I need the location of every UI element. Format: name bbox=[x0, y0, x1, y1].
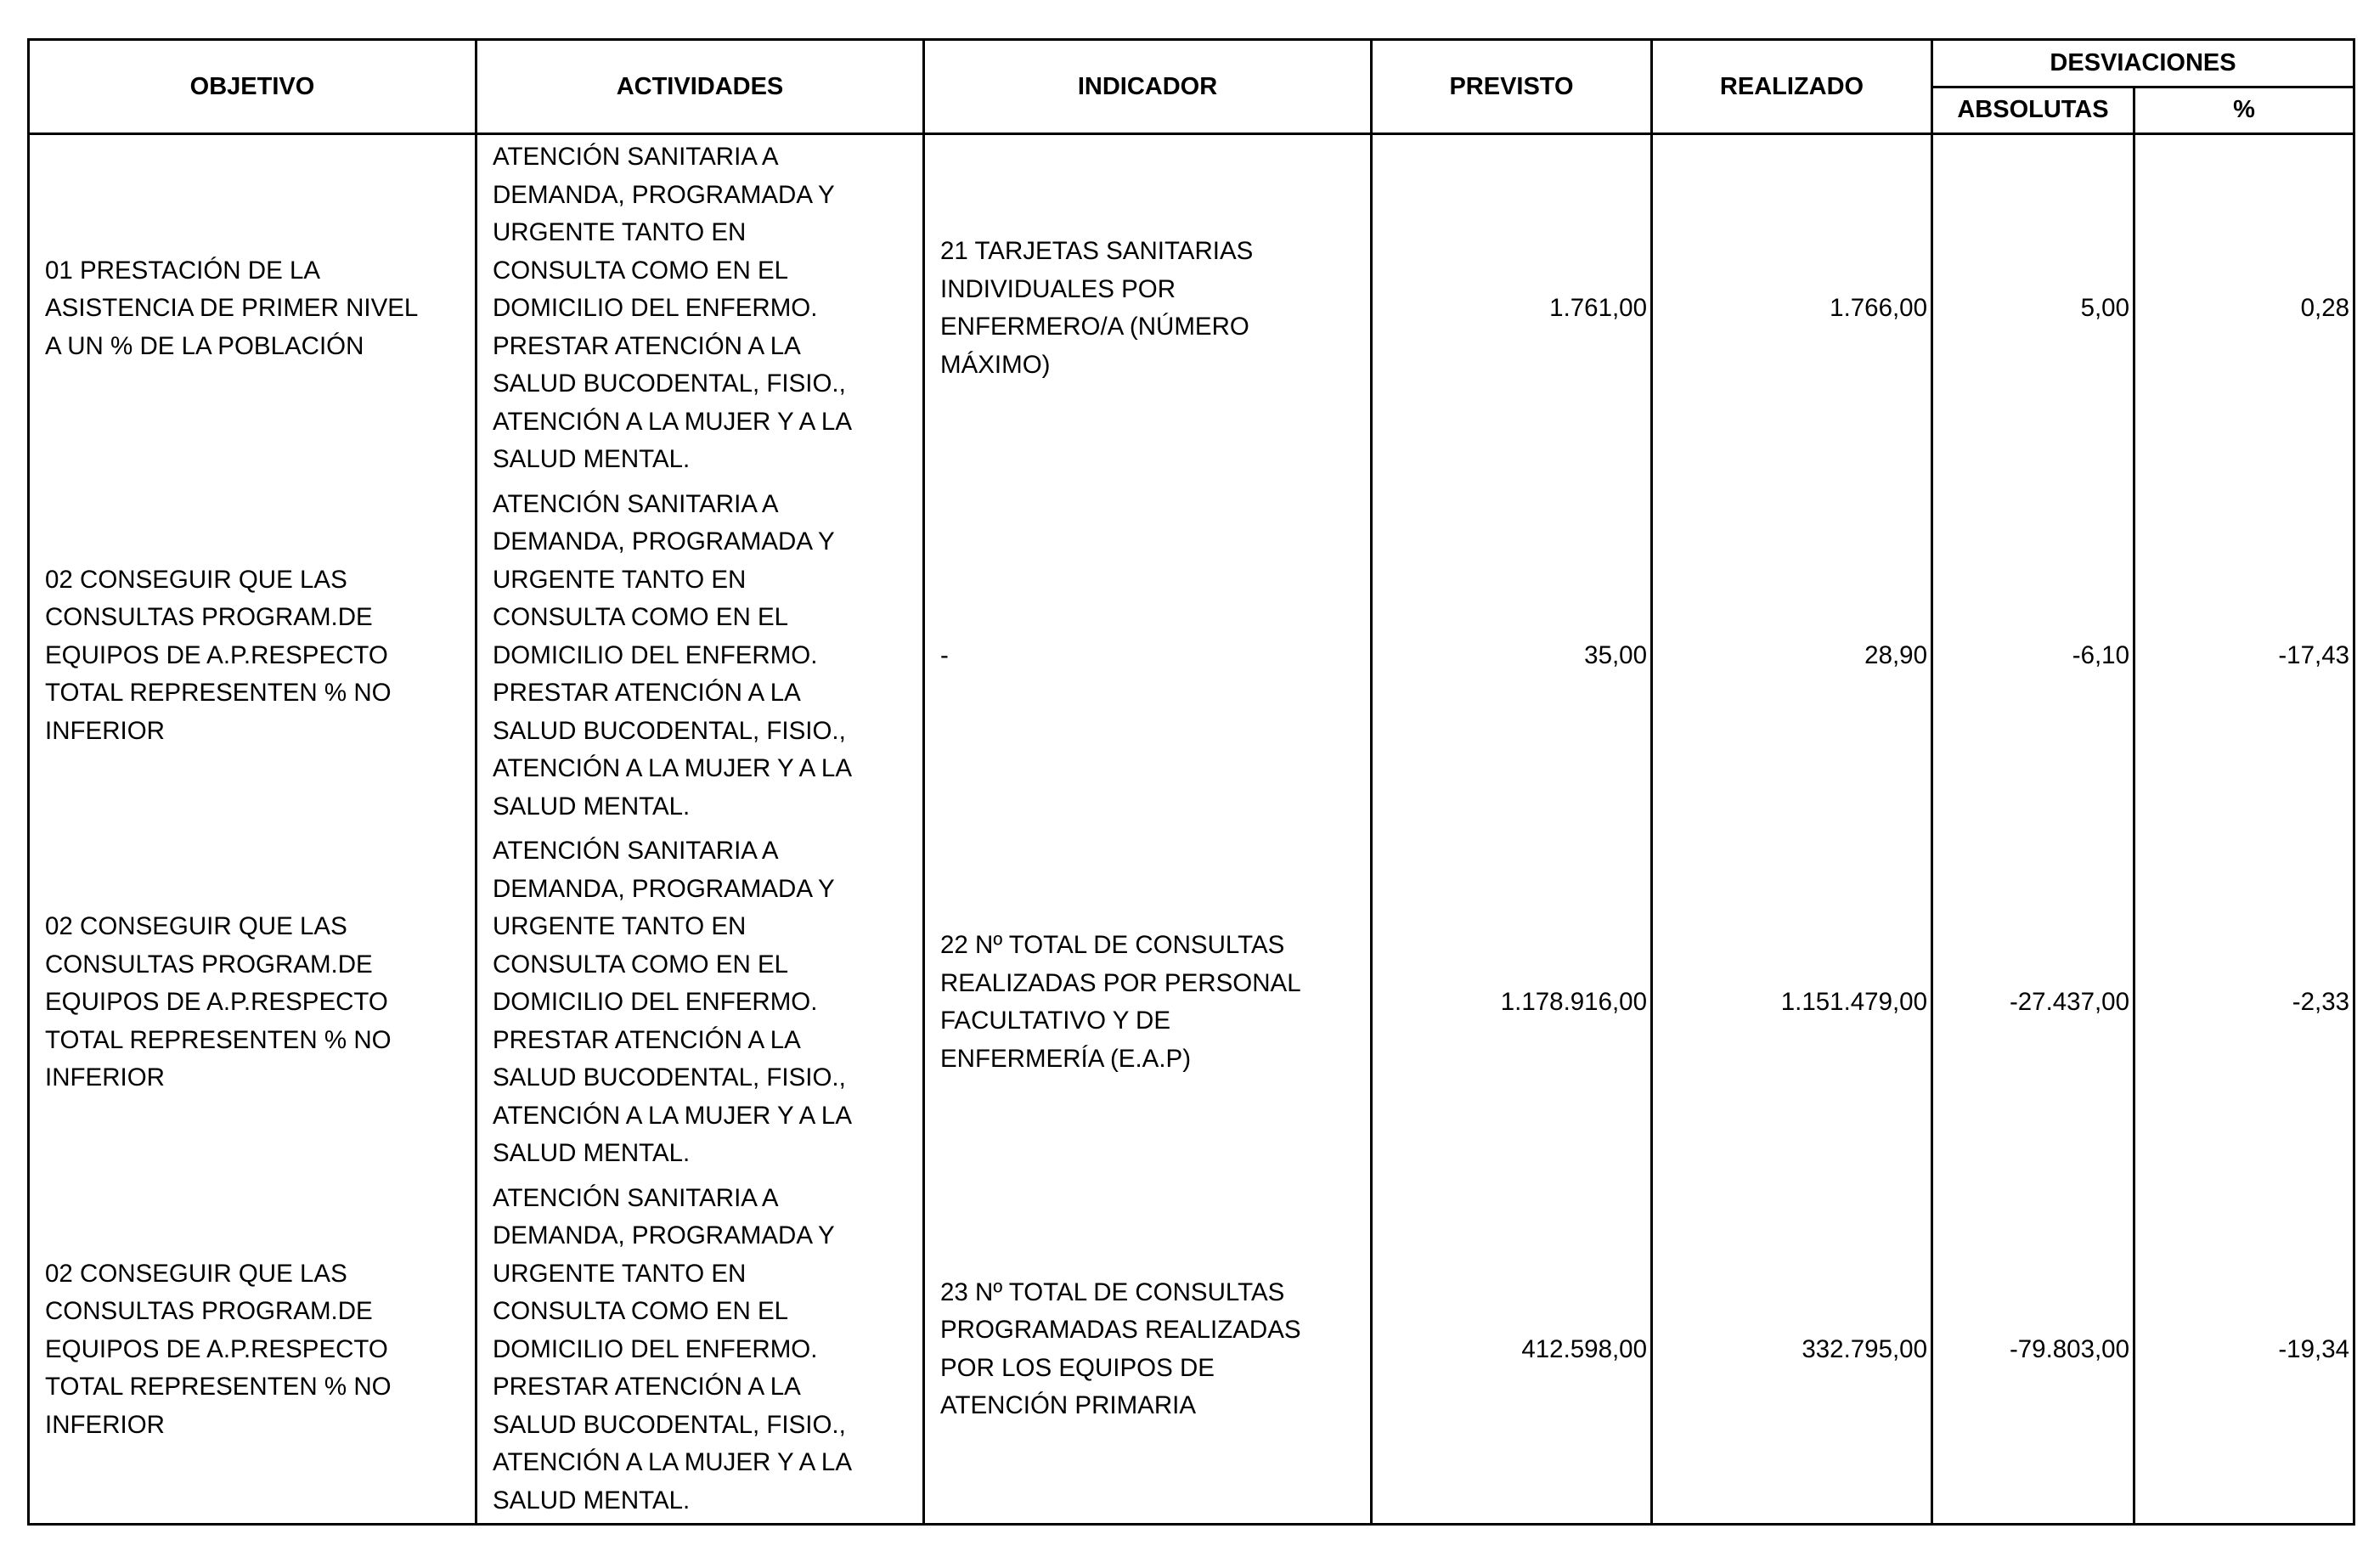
cell-line: INDIVIDUALES POR bbox=[940, 274, 1176, 303]
cell-line: 21 TARJETAS SANITARIAS bbox=[940, 237, 1254, 266]
cell-realizado: 1.766,00 bbox=[1652, 134, 1932, 482]
cell-line: SALUD MENTAL. bbox=[493, 445, 691, 473]
cell-line: DEMANDA, PROGRAMADA Y bbox=[493, 874, 835, 903]
cell-line: - bbox=[940, 640, 949, 669]
cell-line: EQUIPOS DE A.P.RESPECTO bbox=[45, 988, 388, 1016]
cell-line: CONSULTA COMO EN EL bbox=[493, 256, 789, 285]
cell-line: DOMICILIO DEL ENFERMO. bbox=[493, 1334, 818, 1363]
cell-indicador bbox=[924, 482, 1372, 830]
header-previsto: PREVISTO bbox=[1372, 40, 1652, 134]
cell-realizado: 28,90 bbox=[1652, 482, 1932, 830]
table-header bbox=[29, 40, 2354, 134]
cell-line: 23 Nº TOTAL DE CONSULTAS bbox=[940, 1278, 1285, 1306]
cell-porcentaje: 0,28 bbox=[2134, 134, 2354, 482]
cell-line: EQUIPOS DE A.P.RESPECTO bbox=[45, 640, 388, 669]
cell-indicador bbox=[924, 1176, 1372, 1525]
cell-line: PRESTAR ATENCIÓN A LA bbox=[493, 679, 801, 707]
cell-line: CONSULTA COMO EN EL bbox=[493, 1297, 789, 1325]
cell-indicador bbox=[924, 134, 1372, 482]
cell-line: SALUD BUCODENTAL, FISIO., bbox=[493, 1063, 846, 1091]
cell-line: URGENTE TANTO EN bbox=[493, 912, 747, 940]
cell-line: SALUD MENTAL. bbox=[493, 1486, 691, 1514]
cell-line: CONSULTAS PROGRAM.DE bbox=[45, 603, 373, 631]
cell-porcentaje: -19,34 bbox=[2134, 1176, 2354, 1525]
cell-line: SALUD BUCODENTAL, FISIO., bbox=[493, 1410, 846, 1439]
cell-line: ENFERMERO/A (NÚMERO bbox=[940, 313, 1249, 341]
header-desviaciones: DESVIACIONES bbox=[1932, 40, 2354, 87]
cell-line: DEMANDA, PROGRAMADA Y bbox=[493, 180, 835, 209]
cell-realizado: 332.795,00 bbox=[1652, 1176, 1932, 1525]
cell-line: PROGRAMADAS REALIZADAS bbox=[940, 1316, 1301, 1345]
cell-line: ATENCIÓN SANITARIA A bbox=[493, 837, 779, 865]
cell-line: URGENTE TANTO EN bbox=[493, 218, 747, 246]
header-objetivo: OBJETIVO bbox=[29, 40, 476, 134]
cell-line: 02 CONSEGUIR QUE LAS bbox=[45, 1259, 347, 1288]
header-actividades: ACTIVIDADES bbox=[476, 40, 924, 134]
cell-line: POR LOS EQUIPOS DE bbox=[940, 1353, 1215, 1382]
cell-line: 02 CONSEGUIR QUE LAS bbox=[45, 912, 347, 940]
cell-objetivo bbox=[29, 134, 476, 482]
objectives-table bbox=[27, 38, 2355, 1526]
cell-actividades bbox=[476, 482, 924, 830]
cell-line: SALUD MENTAL. bbox=[493, 1139, 691, 1167]
cell-absolutas: 5,00 bbox=[1932, 134, 2134, 482]
cell-line: ENFERMERÍA (E.A.P) bbox=[940, 1044, 1192, 1073]
cell-line: PRESTAR ATENCIÓN A LA bbox=[493, 1025, 801, 1054]
table-row bbox=[29, 1176, 2354, 1525]
cell-absolutas: -27.437,00 bbox=[1932, 829, 2134, 1176]
cell-line: TOTAL REPRESENTEN % NO bbox=[45, 679, 392, 707]
cell-line: ATENCIÓN A LA MUJER Y A LA bbox=[493, 1448, 853, 1476]
table-body bbox=[29, 134, 2354, 1525]
cell-line: SALUD BUCODENTAL, FISIO., bbox=[493, 369, 846, 398]
cell-line: CONSULTAS PROGRAM.DE bbox=[45, 1297, 373, 1325]
cell-line: SALUD MENTAL. bbox=[493, 792, 691, 821]
report-table-container bbox=[27, 38, 2353, 1526]
cell-indicador bbox=[924, 829, 1372, 1176]
header-indicador: INDICADOR bbox=[924, 40, 1372, 134]
cell-line: A UN % DE LA POBLACIÓN bbox=[45, 331, 364, 360]
cell-line: ATENCIÓN PRIMARIA bbox=[940, 1391, 1197, 1420]
header-absolutas: ABSOLUTAS bbox=[1932, 87, 2134, 134]
cell-porcentaje: -17,43 bbox=[2134, 482, 2354, 830]
cell-line: CONSULTA COMO EN EL bbox=[493, 603, 789, 631]
cell-line: DEMANDA, PROGRAMADA Y bbox=[493, 527, 835, 556]
cell-line: URGENTE TANTO EN bbox=[493, 1259, 747, 1288]
cell-line: ATENCIÓN A LA MUJER Y A LA bbox=[493, 407, 853, 436]
cell-line: ATENCIÓN SANITARIA A bbox=[493, 1183, 779, 1212]
cell-line: DOMICILIO DEL ENFERMO. bbox=[493, 988, 818, 1016]
cell-line: DOMICILIO DEL ENFERMO. bbox=[493, 640, 818, 669]
cell-objetivo bbox=[29, 482, 476, 830]
cell-line: ATENCIÓN A LA MUJER Y A LA bbox=[493, 754, 853, 782]
cell-line: 01 PRESTACIÓN DE LA bbox=[45, 256, 321, 285]
cell-line: REALIZADAS POR PERSONAL bbox=[940, 968, 1301, 997]
cell-line: ASISTENCIA DE PRIMER NIVEL bbox=[45, 294, 419, 322]
cell-line: FACULTATIVO Y DE bbox=[940, 1007, 1171, 1035]
cell-previsto: 1.761,00 bbox=[1372, 134, 1652, 482]
cell-porcentaje: -2,33 bbox=[2134, 829, 2354, 1176]
cell-actividades bbox=[476, 1176, 924, 1525]
cell-line: ATENCIÓN SANITARIA A bbox=[493, 143, 779, 171]
cell-line: TOTAL REPRESENTEN % NO bbox=[45, 1373, 392, 1401]
cell-line: CONSULTAS PROGRAM.DE bbox=[45, 950, 373, 979]
cell-absolutas: -79.803,00 bbox=[1932, 1176, 2134, 1525]
cell-realizado: 1.151.479,00 bbox=[1652, 829, 1932, 1176]
cell-previsto: 1.178.916,00 bbox=[1372, 829, 1652, 1176]
cell-objetivo bbox=[29, 1176, 476, 1525]
header-porcentaje: % bbox=[2134, 87, 2354, 134]
cell-line: INFERIOR bbox=[45, 716, 165, 745]
cell-actividades bbox=[476, 829, 924, 1176]
cell-line: INFERIOR bbox=[45, 1063, 165, 1091]
cell-line: 02 CONSEGUIR QUE LAS bbox=[45, 565, 347, 594]
cell-line: DOMICILIO DEL ENFERMO. bbox=[493, 294, 818, 322]
table-row bbox=[29, 134, 2354, 482]
table-row bbox=[29, 829, 2354, 1176]
cell-line: PRESTAR ATENCIÓN A LA bbox=[493, 331, 801, 360]
cell-line: ATENCIÓN SANITARIA A bbox=[493, 489, 779, 518]
cell-absolutas: -6,10 bbox=[1932, 482, 2134, 830]
header-realizado: REALIZADO bbox=[1652, 40, 1932, 134]
cell-line: ATENCIÓN A LA MUJER Y A LA bbox=[493, 1101, 853, 1130]
cell-line: TOTAL REPRESENTEN % NO bbox=[45, 1025, 392, 1054]
cell-previsto: 35,00 bbox=[1372, 482, 1652, 830]
cell-line: URGENTE TANTO EN bbox=[493, 565, 747, 594]
cell-line: MÁXIMO) bbox=[940, 350, 1051, 379]
cell-line: DEMANDA, PROGRAMADA Y bbox=[493, 1221, 835, 1249]
cell-line: CONSULTA COMO EN EL bbox=[493, 950, 789, 979]
cell-objetivo bbox=[29, 829, 476, 1176]
cell-actividades bbox=[476, 134, 924, 482]
cell-line: EQUIPOS DE A.P.RESPECTO bbox=[45, 1334, 388, 1363]
cell-line: PRESTAR ATENCIÓN A LA bbox=[493, 1373, 801, 1401]
cell-line: 22 Nº TOTAL DE CONSULTAS bbox=[940, 931, 1285, 960]
cell-previsto: 412.598,00 bbox=[1372, 1176, 1652, 1525]
cell-line: SALUD BUCODENTAL, FISIO., bbox=[493, 716, 846, 745]
table-row bbox=[29, 482, 2354, 830]
cell-line: INFERIOR bbox=[45, 1410, 165, 1439]
